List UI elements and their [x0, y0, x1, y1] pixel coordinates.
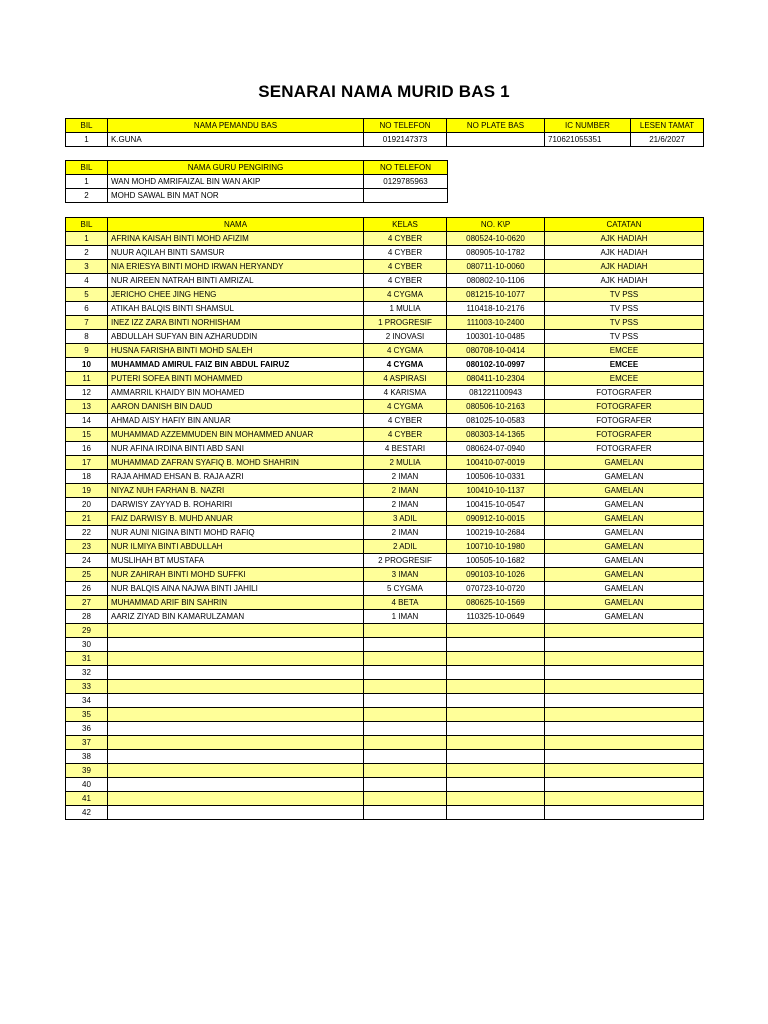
- table-cell: [364, 624, 447, 638]
- table-cell: EMCEE: [545, 358, 704, 372]
- table-cell: AARON DANISH BIN DAUD: [108, 400, 364, 414]
- table-cell: TV PSS: [545, 316, 704, 330]
- table-row: [66, 680, 704, 694]
- table-cell: 39: [66, 764, 108, 778]
- table-cell: 11: [66, 372, 108, 386]
- table-cell: TV PSS: [545, 302, 704, 316]
- table-cell: ABDULLAH SUFYAN BIN AZHARUDDIN: [108, 330, 364, 344]
- table-cell: [447, 792, 545, 806]
- table-cell: [447, 722, 545, 736]
- table-cell: [364, 778, 447, 792]
- table-cell: GAMELAN: [545, 582, 704, 596]
- table-cell: 4 CYBER: [364, 274, 447, 288]
- table-cell: AJK HADIAH: [545, 260, 704, 274]
- table-cell: GAMELAN: [545, 554, 704, 568]
- table-cell: 080802-10-1106: [447, 274, 545, 288]
- table-cell: INEZ IZZ ZARA BINTI NORHISHAM: [108, 316, 364, 330]
- table-cell: AHMAD AISY HAFIY BIN ANUAR: [108, 414, 364, 428]
- table-cell: 1: [66, 175, 108, 189]
- table-cell: [545, 764, 704, 778]
- table-row: [66, 624, 704, 638]
- table-cell: 2 IMAN: [364, 498, 447, 512]
- table-cell: 4 ASPIRASI: [364, 372, 447, 386]
- table-row: [66, 288, 704, 302]
- table-cell: [545, 624, 704, 638]
- table-cell: 4 CYBER: [364, 428, 447, 442]
- table-row: [66, 596, 704, 610]
- table-cell: 35: [66, 708, 108, 722]
- table-cell: DARWISY ZAYYAD B. ROHARIRI: [108, 498, 364, 512]
- table-cell: 3: [66, 260, 108, 274]
- table-cell: [108, 638, 364, 652]
- table-cell: MUSLIHAH BT MUSTAFA: [108, 554, 364, 568]
- table-cell: GAMELAN: [545, 568, 704, 582]
- table-row: [66, 526, 704, 540]
- table-cell: [108, 722, 364, 736]
- table-cell: 12: [66, 386, 108, 400]
- table-row: [66, 540, 704, 554]
- table-cell: GAMELAN: [545, 456, 704, 470]
- table-cell: [545, 806, 704, 820]
- table-cell: 31: [66, 652, 108, 666]
- table-cell: [545, 652, 704, 666]
- table-cell: 100415-10-0547: [447, 498, 545, 512]
- table-row: [66, 302, 704, 316]
- table-row: [66, 806, 704, 820]
- table-cell: GAMELAN: [545, 498, 704, 512]
- table-row: [66, 232, 704, 246]
- table-cell: 110325-10-0649: [447, 610, 545, 624]
- table-row: [66, 722, 704, 736]
- table-cell: [545, 736, 704, 750]
- table-cell: [364, 750, 447, 764]
- table-cell: 4 CYGMA: [364, 288, 447, 302]
- table-cell: AFRINA KAISAH BINTI MOHD AFIZIM: [108, 232, 364, 246]
- table-cell: FOTOGRAFER: [545, 386, 704, 400]
- table-row: [66, 316, 704, 330]
- teacher-table-body: [66, 175, 448, 203]
- table-cell: 22: [66, 526, 108, 540]
- column-header: KELAS: [364, 218, 447, 232]
- table-row: [66, 456, 704, 470]
- table-cell: 1 MULIA: [364, 302, 447, 316]
- table-cell: 080708-10-0414: [447, 344, 545, 358]
- column-header: NAMA: [108, 218, 364, 232]
- table-row: [66, 442, 704, 456]
- column-header: BIL: [66, 218, 108, 232]
- table-cell: MUHAMMAD AMIRUL FAIZ BIN ABDUL FAIRUZ: [108, 358, 364, 372]
- table-cell: 4 BESTARI: [364, 442, 447, 456]
- table-cell: 2 IMAN: [364, 470, 447, 484]
- column-header: NO. K\P: [447, 218, 545, 232]
- table-cell: [545, 750, 704, 764]
- table-cell: 111003-10-2400: [447, 316, 545, 330]
- table-row: [66, 778, 704, 792]
- table-row: [66, 512, 704, 526]
- table-cell: [447, 666, 545, 680]
- table-cell: [545, 722, 704, 736]
- table-row: [66, 175, 448, 189]
- table-cell: 5 CYGMA: [364, 582, 447, 596]
- column-header: CATATAN: [545, 218, 704, 232]
- table-cell: 090912-10-0015: [447, 512, 545, 526]
- table-cell: [108, 806, 364, 820]
- table-row: [66, 582, 704, 596]
- table-cell: NUR ZAHIRAH BINTI MOHD SUFFKI: [108, 568, 364, 582]
- table-cell: 30: [66, 638, 108, 652]
- table-cell: [108, 764, 364, 778]
- table-cell: NIA ERIESYA BINTI MOHD IRWAN HERYANDY: [108, 260, 364, 274]
- table-cell: 100506-10-0331: [447, 470, 545, 484]
- table-cell: 1 IMAN: [364, 610, 447, 624]
- table-cell: 070723-10-0720: [447, 582, 545, 596]
- table-cell: AJK HADIAH: [545, 274, 704, 288]
- table-cell: [108, 624, 364, 638]
- table-cell: [108, 652, 364, 666]
- table-cell: [447, 680, 545, 694]
- table-cell: WAN MOHD AMRIFAIZAL BIN WAN AKIP: [108, 175, 364, 189]
- table-cell: [447, 694, 545, 708]
- table-cell: [364, 736, 447, 750]
- table-cell: 2 INOVASI: [364, 330, 447, 344]
- table-cell: 2 MULIA: [364, 456, 447, 470]
- student-table-header: [66, 218, 704, 232]
- table-cell: [364, 680, 447, 694]
- table-cell: 21: [66, 512, 108, 526]
- table-cell: GAMELAN: [545, 512, 704, 526]
- table-cell: FOTOGRAFER: [545, 428, 704, 442]
- table-cell: 2 IMAN: [364, 484, 447, 498]
- table-cell: [447, 778, 545, 792]
- table-row: [66, 652, 704, 666]
- table-cell: 4 CYGMA: [364, 344, 447, 358]
- table-row: [66, 708, 704, 722]
- student-table-body: [66, 232, 704, 820]
- table-cell: 1 PROGRESIF: [364, 316, 447, 330]
- table-cell: 42: [66, 806, 108, 820]
- driver-table-body: [66, 133, 704, 147]
- table-cell: 100710-10-1980: [447, 540, 545, 554]
- table-cell: FOTOGRAFER: [545, 400, 704, 414]
- table-cell: 17: [66, 456, 108, 470]
- table-cell: [364, 666, 447, 680]
- table-row: [66, 638, 704, 652]
- table-cell: 7: [66, 316, 108, 330]
- table-cell: [108, 694, 364, 708]
- table-row: [66, 694, 704, 708]
- table-cell: GAMELAN: [545, 470, 704, 484]
- table-cell: 080102-10-0997: [447, 358, 545, 372]
- table-row: [66, 358, 704, 372]
- table-row: [66, 792, 704, 806]
- table-cell: 081221100943: [447, 386, 545, 400]
- table-cell: K.GUNA: [108, 133, 364, 147]
- table-cell: [364, 764, 447, 778]
- column-header: NO TELEFON: [364, 161, 448, 175]
- table-cell: 3 ADIL: [364, 512, 447, 526]
- table-cell: 080506-10-2163: [447, 400, 545, 414]
- table-cell: 080524-10-0620: [447, 232, 545, 246]
- table-cell: 34: [66, 694, 108, 708]
- table-cell: ATIKAH BALQIS BINTI SHAMSUL: [108, 302, 364, 316]
- table-cell: 25: [66, 568, 108, 582]
- table-cell: [108, 750, 364, 764]
- table-cell: [108, 680, 364, 694]
- table-cell: AJK HADIAH: [545, 232, 704, 246]
- table-row: [66, 344, 704, 358]
- table-cell: GAMELAN: [545, 610, 704, 624]
- table-cell: NUR AIREEN NATRAH BINTI AMRIZAL: [108, 274, 364, 288]
- table-cell: 21/6/2027: [631, 133, 704, 147]
- table-cell: [364, 694, 447, 708]
- table-cell: 14: [66, 414, 108, 428]
- table-cell: [108, 666, 364, 680]
- table-cell: 10: [66, 358, 108, 372]
- table-cell: [545, 638, 704, 652]
- table-cell: 080625-10-1569: [447, 596, 545, 610]
- table-cell: 080711-10-0060: [447, 260, 545, 274]
- table-cell: 41: [66, 792, 108, 806]
- table-cell: PUTERI SOFEA BINTI MOHAMMED: [108, 372, 364, 386]
- table-cell: [364, 792, 447, 806]
- table-cell: [447, 806, 545, 820]
- table-cell: 710621055351: [545, 133, 631, 147]
- table-cell: [364, 806, 447, 820]
- teacher-table: [65, 160, 448, 203]
- table-cell: 4 CYBER: [364, 260, 447, 274]
- table-cell: 8: [66, 330, 108, 344]
- table-cell: [447, 750, 545, 764]
- table-row: [66, 428, 704, 442]
- table-cell: NUUR AQILAH BINTI SAMSUR: [108, 246, 364, 260]
- table-cell: MUHAMMAD AZZEMMUDEN BIN MOHAMMED ANUAR: [108, 428, 364, 442]
- column-header: NO PLATE BAS: [447, 119, 545, 133]
- table-cell: 19: [66, 484, 108, 498]
- table-row: [66, 568, 704, 582]
- table-cell: 6: [66, 302, 108, 316]
- table-cell: 5: [66, 288, 108, 302]
- table-cell: 9: [66, 344, 108, 358]
- column-header: LESEN TAMAT: [631, 119, 704, 133]
- table-cell: [545, 694, 704, 708]
- table-cell: 2: [66, 189, 108, 203]
- teacher-table-header: [66, 161, 448, 175]
- table-cell: RAJA AHMAD EHSAN B. RAJA AZRI: [108, 470, 364, 484]
- table-cell: [108, 792, 364, 806]
- table-cell: 4 CYBER: [364, 232, 447, 246]
- student-table: [65, 217, 704, 820]
- table-cell: [545, 708, 704, 722]
- table-cell: [545, 792, 704, 806]
- table-cell: 0129785963: [364, 175, 448, 189]
- table-cell: 23: [66, 540, 108, 554]
- table-cell: NUR BALQIS AINA NAJWA BINTI JAHILI: [108, 582, 364, 596]
- table-cell: 081025-10-0583: [447, 414, 545, 428]
- column-header: NAMA PEMANDU BAS: [108, 119, 364, 133]
- table-cell: AMMARRIL KHAIDY BIN MOHAMED: [108, 386, 364, 400]
- table-cell: [447, 652, 545, 666]
- table-cell: 4 KARISMA: [364, 386, 447, 400]
- table-cell: FOTOGRAFER: [545, 442, 704, 456]
- table-cell: [447, 708, 545, 722]
- table-cell: TV PSS: [545, 330, 704, 344]
- table-row: [66, 400, 704, 414]
- table-cell: 2 PROGRESIF: [364, 554, 447, 568]
- table-row: [66, 484, 704, 498]
- table-row: [66, 764, 704, 778]
- table-row: [66, 750, 704, 764]
- table-cell: 4 CYGMA: [364, 358, 447, 372]
- table-cell: 100219-10-2684: [447, 526, 545, 540]
- table-cell: 2: [66, 246, 108, 260]
- table-cell: 1: [66, 232, 108, 246]
- table-row: [66, 386, 704, 400]
- table-cell: 33: [66, 680, 108, 694]
- table-cell: [364, 638, 447, 652]
- table-cell: [545, 666, 704, 680]
- table-row: [66, 246, 704, 260]
- table-cell: 37: [66, 736, 108, 750]
- table-cell: 080624-07-0940: [447, 442, 545, 456]
- table-cell: 18: [66, 470, 108, 484]
- table-cell: 28: [66, 610, 108, 624]
- table-cell: 20: [66, 498, 108, 512]
- table-cell: EMCEE: [545, 372, 704, 386]
- table-cell: [447, 736, 545, 750]
- table-cell: 15: [66, 428, 108, 442]
- column-header: NO TELEFON: [364, 119, 447, 133]
- table-row: [66, 189, 448, 203]
- table-cell: [108, 778, 364, 792]
- table-cell: [545, 778, 704, 792]
- table-cell: 13: [66, 400, 108, 414]
- table-cell: [364, 722, 447, 736]
- table-cell: 24: [66, 554, 108, 568]
- table-cell: 081215-10-1077: [447, 288, 545, 302]
- table-cell: 4: [66, 274, 108, 288]
- table-cell: 090103-10-1026: [447, 568, 545, 582]
- table-cell: 4 CYBER: [364, 246, 447, 260]
- table-cell: FOTOGRAFER: [545, 414, 704, 428]
- table-cell: 110418-10-2176: [447, 302, 545, 316]
- table-cell: HUSNA FARISHA BINTI MOHD SALEH: [108, 344, 364, 358]
- table-row: [66, 736, 704, 750]
- table-cell: NIYAZ NUH FARHAN B. NAZRI: [108, 484, 364, 498]
- table-cell: [364, 708, 447, 722]
- table-cell: [447, 133, 545, 147]
- table-cell: [364, 652, 447, 666]
- table-cell: 27: [66, 596, 108, 610]
- table-cell: 1: [66, 133, 108, 147]
- table-cell: [545, 680, 704, 694]
- table-cell: AJK HADIAH: [545, 246, 704, 260]
- column-header: BIL: [66, 119, 108, 133]
- table-cell: TV PSS: [545, 288, 704, 302]
- table-cell: 100301-10-0485: [447, 330, 545, 344]
- table-cell: [447, 764, 545, 778]
- table-cell: GAMELAN: [545, 526, 704, 540]
- table-cell: NUR ILMIYA BINTI ABDULLAH: [108, 540, 364, 554]
- table-cell: EMCEE: [545, 344, 704, 358]
- table-row: [66, 260, 704, 274]
- table-cell: NUR AFINA IRDINA BINTI ABD SANI: [108, 442, 364, 456]
- driver-table: [65, 118, 704, 147]
- table-row: [66, 372, 704, 386]
- table-cell: [364, 189, 448, 203]
- table-row: [66, 610, 704, 624]
- table-cell: [447, 638, 545, 652]
- table-cell: 100505-10-1682: [447, 554, 545, 568]
- table-cell: [447, 624, 545, 638]
- table-row: [66, 133, 704, 147]
- table-row: [66, 554, 704, 568]
- table-cell: 100410-07-0019: [447, 456, 545, 470]
- table-cell: 4 CYGMA: [364, 400, 447, 414]
- table-row: [66, 414, 704, 428]
- table-row: [66, 498, 704, 512]
- table-cell: 32: [66, 666, 108, 680]
- table-cell: MUHAMMAD ZAFRAN SYAFIQ B. MOHD SHAHRIN: [108, 456, 364, 470]
- table-cell: 4 BETA: [364, 596, 447, 610]
- table-cell: 16: [66, 442, 108, 456]
- table-cell: GAMELAN: [545, 540, 704, 554]
- table-cell: [108, 736, 364, 750]
- table-cell: 2 IMAN: [364, 526, 447, 540]
- table-row: [66, 666, 704, 680]
- table-cell: NUR AUNI NIGINA BINTI MOHD RAFIQ: [108, 526, 364, 540]
- table-cell: 080303-14-1365: [447, 428, 545, 442]
- page-title: SENARAI NAMA MURID BAS 1: [258, 82, 510, 101]
- table-cell: 080411-10-2304: [447, 372, 545, 386]
- table-cell: GAMELAN: [545, 596, 704, 610]
- table-cell: 36: [66, 722, 108, 736]
- table-row: [66, 330, 704, 344]
- table-cell: MUHAMMAD ARIF BIN SAHRIN: [108, 596, 364, 610]
- table-cell: 100410-10-1137: [447, 484, 545, 498]
- column-header: NAMA GURU PENGIRING: [108, 161, 364, 175]
- driver-table-header: [66, 119, 704, 133]
- table-cell: FAIZ DARWISY B. MUHD ANUAR: [108, 512, 364, 526]
- column-header: IC NUMBER: [545, 119, 631, 133]
- table-cell: GAMELAN: [545, 484, 704, 498]
- table-cell: 4 CYBER: [364, 414, 447, 428]
- table-cell: 2 ADIL: [364, 540, 447, 554]
- table-cell: 080905-10-1782: [447, 246, 545, 260]
- table-cell: JERICHO CHEE JING HENG: [108, 288, 364, 302]
- column-header: BIL: [66, 161, 108, 175]
- table-cell: 38: [66, 750, 108, 764]
- table-cell: AARIZ ZIYAD BIN KAMARULZAMAN: [108, 610, 364, 624]
- table-cell: 29: [66, 624, 108, 638]
- table-cell: [108, 708, 364, 722]
- table-cell: 40: [66, 778, 108, 792]
- table-cell: MOHD SAWAL BIN MAT NOR: [108, 189, 364, 203]
- table-cell: 3 IMAN: [364, 568, 447, 582]
- table-cell: 0192147373: [364, 133, 447, 147]
- table-row: [66, 274, 704, 288]
- table-cell: 26: [66, 582, 108, 596]
- table-row: [66, 470, 704, 484]
